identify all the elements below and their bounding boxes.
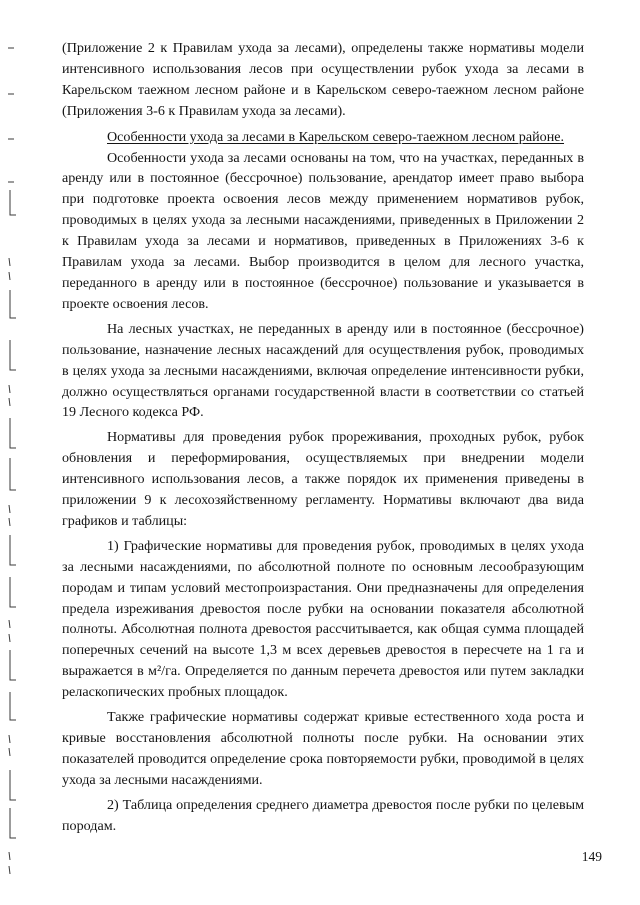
- document-body: [62, 38, 584, 837]
- binding-marks-drawing: [0, 0, 30, 905]
- paragraph: На лесных участках, не переданных в аренду или в постоянное (бессрочное) пользование, назначение лесных насаждений для осуществления рубок, проводимых в целях ухода за лесными насаждениями, включая определение интенсивности рубки, должно осуществляться органами государственной власти в соответствии со статьей 19 Лесного кодекса РФ.: [62, 320, 584, 421]
- paragraph: Нормативы для проведения рубок прореживания, проходных рубок, рубок обновления и переформирования, осуществляемых при внедрении модели интенсивного использования лесов, а также порядок их применения приведены в приложении 9 к лесохозяйственному регламенту. Нормативы включают два вида графиков и таблицы:: [62, 429, 584, 529]
- paragraph-continuation: (Приложение 2 к Правилам ухода за лесами), определены также нормативы модели интенсивного использования лесов при осуществлении рубок ухода за лесами в Карельском таежном лесном районе и в Карельском северо-таежном лесном районе (Приложения 3-6 к Правилам ухода за лесами).: [62, 40, 584, 119]
- paragraph: Особенности ухода за лесами основаны на том, что на участках, переданных в аренду или в постоянное (бессрочное) пользование, арендатор имеет право выбора при подготовке проекта освоения лесов между применением нормативов рубок, проводимых в целях ухода за лесными насаждениями, приведенных в Приложении 2 к Правилам ухода за лесами и нормативов, приведенных в Приложениях 3-6 к Правилам ухода за лесами. Выбор производится в целом для лесного участка, переданного в аренду или в постоянное (бессрочное) пользование и указывается в проекте освоения лесов.: [62, 149, 584, 312]
- list-item: 2) Таблица определения среднего диаметра древостоя после рубки по целевым породам.: [62, 796, 584, 834]
- binding-marks: [0, 0, 30, 905]
- page-number: 149: [581, 849, 602, 864]
- paragraph: Также графические нормативы содержат кривые естественного хода роста и кривые восстановления абсолютной полноты после рубки. На основании этих показателей проводится определение срока повторяемости рубки, проводимой в целях ухода за лесными насаждениями.: [62, 709, 584, 788]
- section-heading: Особенности ухода за лесами в Карельском северо-таежном лесном районе.: [107, 128, 565, 145]
- list-item: 1) Графические нормативы для проведения рубок, проводимых в целях ухода за лесными насаждениями, по абсолютной полноте по основным лесообразующим породам и типам условий местопроизрастания. Они предназначены для определения предела изреживания древостоя после рубки на основании показателя абсолютной полноты. Абсолютная полнота древостоя рассчитывается, как общая сумма площадей поперечных сечений на высоте 1,3 м всех деревьев древостоя в пересчете на 1 га и выражается в м²/га. Определяется по данным перечета древостоя или путем закладки реласкопических пробных площадок.: [62, 537, 584, 701]
